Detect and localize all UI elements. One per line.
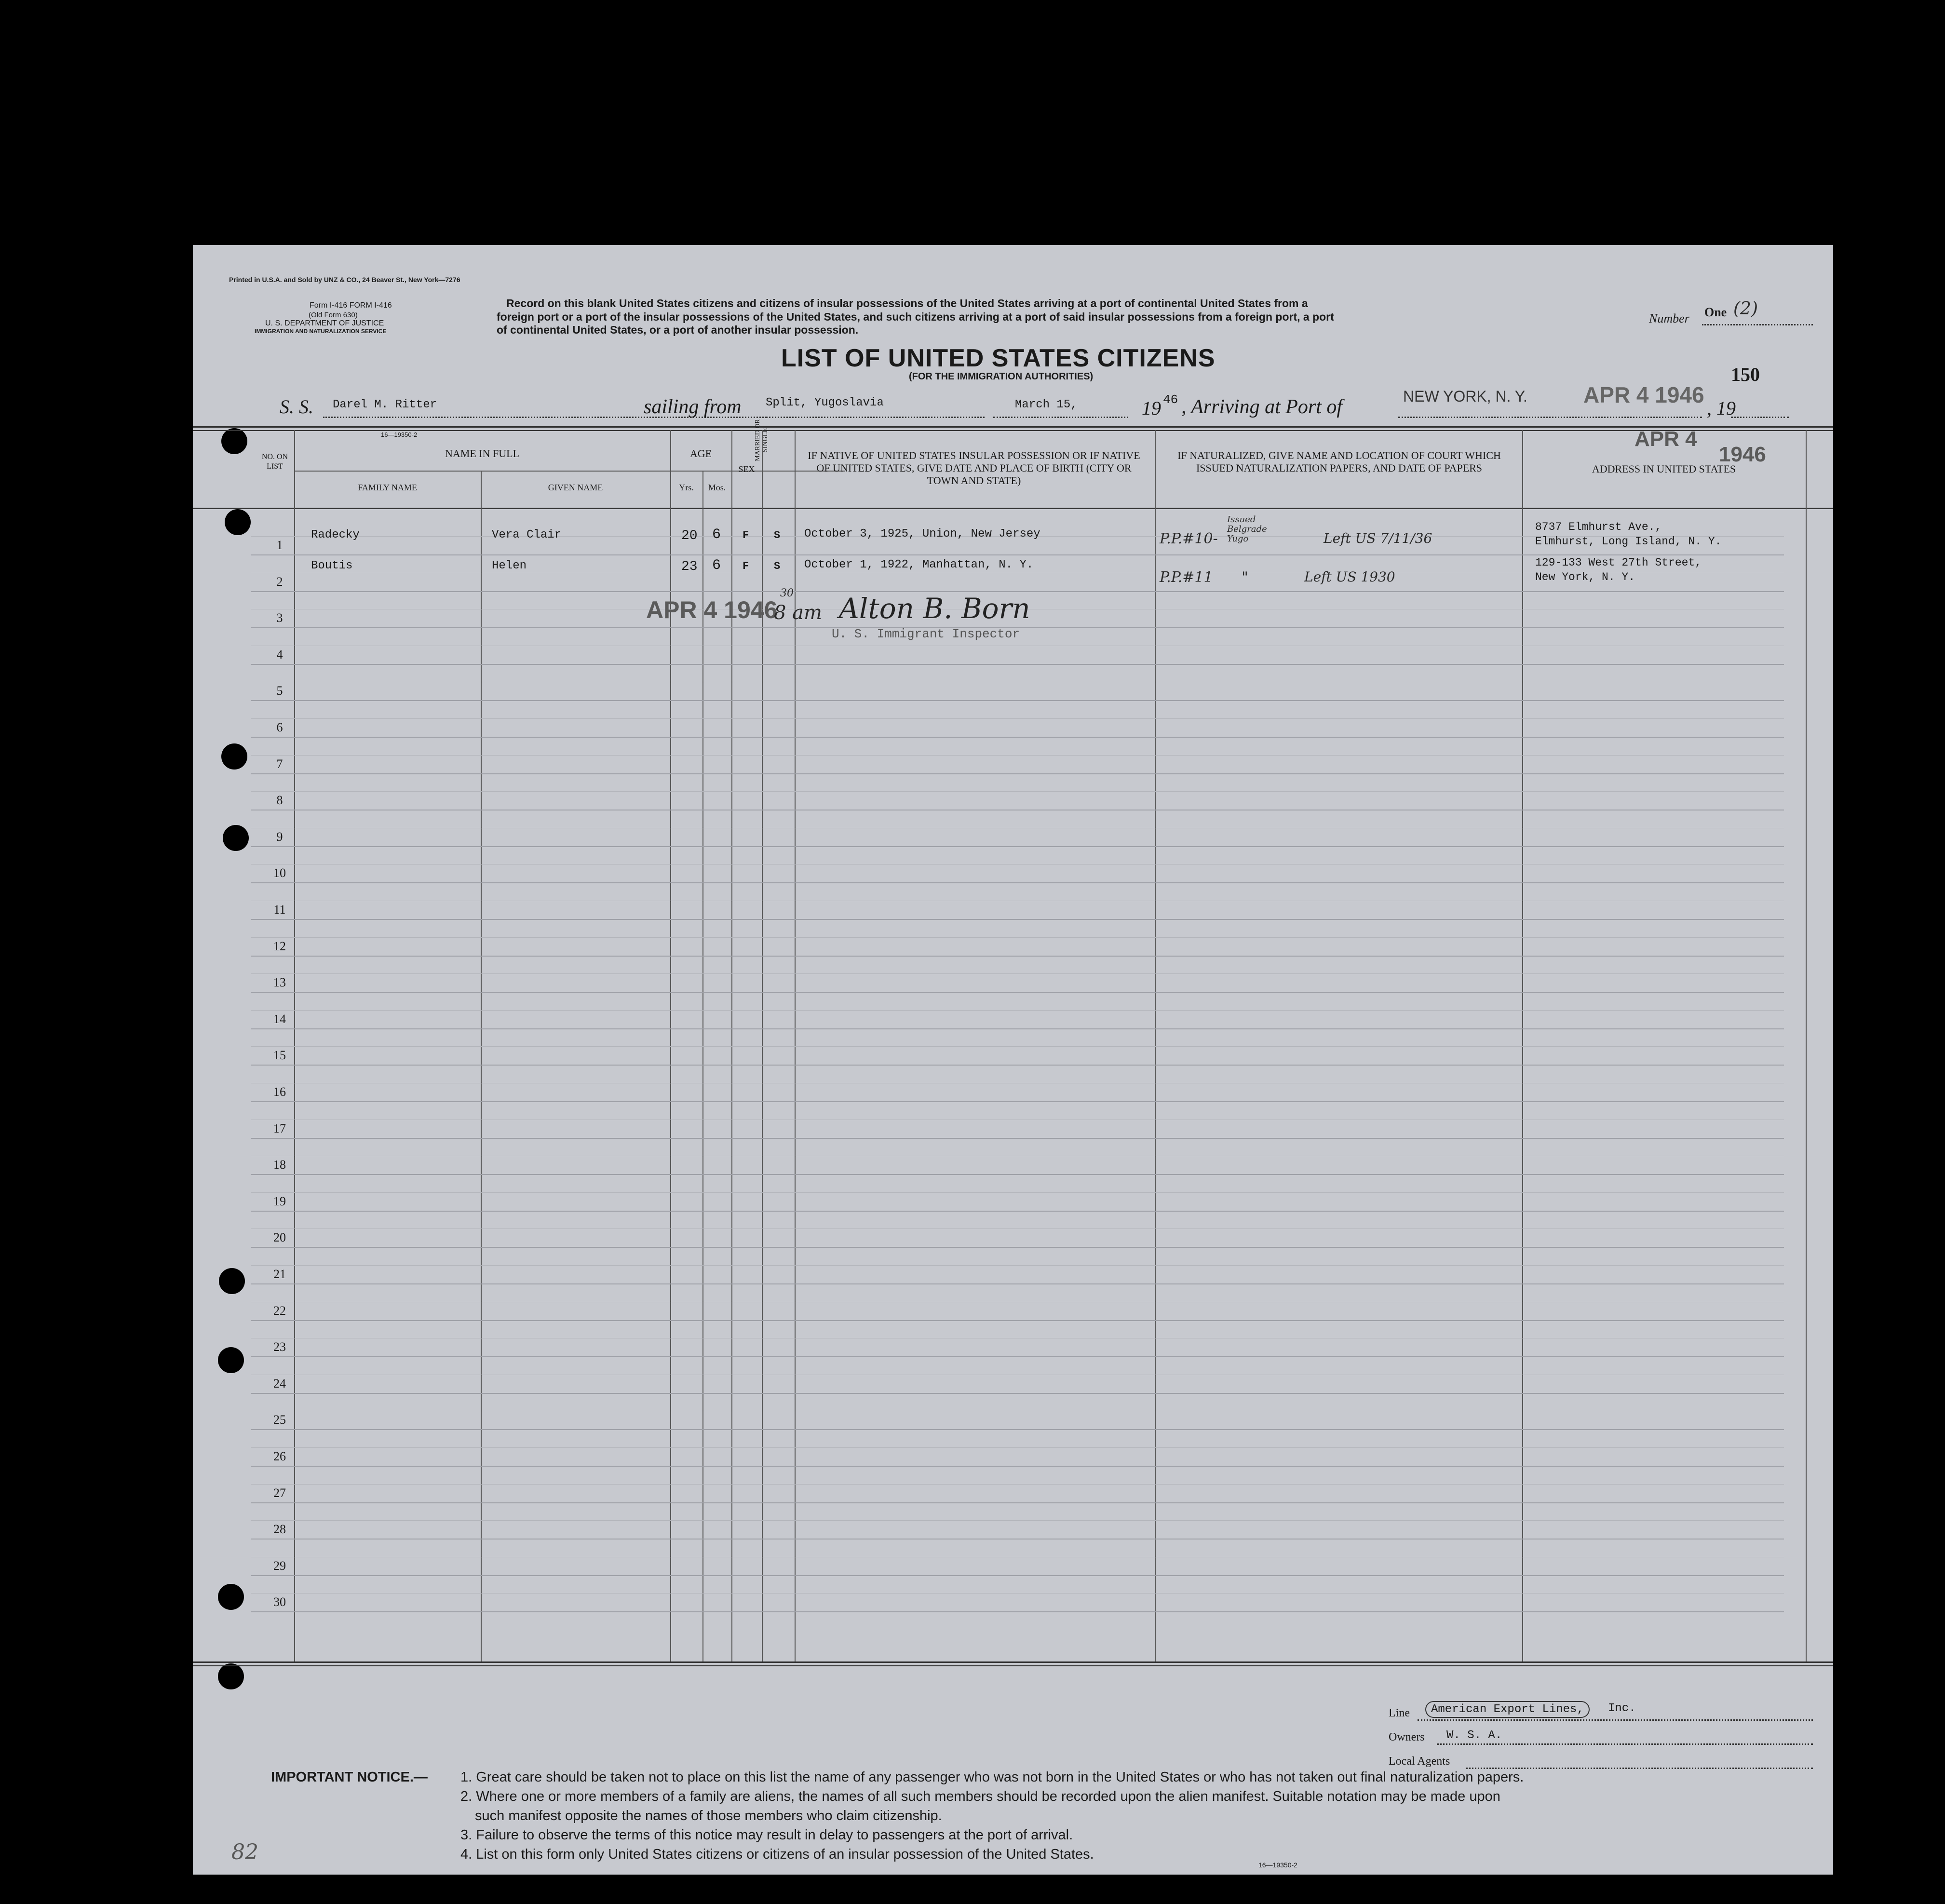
col-header-yrs: Yrs. [679, 483, 694, 492]
port-to: NEW YORK, N. Y. [1403, 388, 1527, 405]
punch-hole [221, 428, 247, 454]
row-rule [251, 1502, 1784, 1503]
form-subtitle: (FOR THE IMMIGRATION AUTHORITIES) [909, 371, 1094, 382]
old-form: (Old Form 630) [309, 311, 358, 319]
row-rule [251, 664, 1784, 665]
given-name: Vera Clair [492, 528, 562, 541]
row-number: 9 [276, 830, 283, 844]
row-rule [251, 1247, 1784, 1248]
row-rule [251, 1466, 1784, 1467]
margin-note: 82 [231, 1840, 258, 1864]
row-number: 16 [273, 1085, 286, 1099]
row-rule [251, 1429, 1784, 1430]
table-top-border [193, 426, 1833, 428]
row-number: 26 [273, 1449, 286, 1463]
row-rule [251, 1028, 1784, 1029]
row-rule [251, 882, 1784, 883]
row-number: 20 [273, 1230, 286, 1244]
year-line [1731, 417, 1789, 418]
port-from-line [763, 417, 985, 418]
birth-info: October 1, 1922, Manhattan, N. Y. [804, 558, 1034, 571]
sailing-date: March 15, [1015, 398, 1078, 411]
col-header-address: ADDRESS IN UNITED STATES [1592, 463, 1736, 475]
arriving-label: , Arriving at Port of [1181, 396, 1343, 418]
row-rule [251, 956, 1784, 957]
notice-title: IMPORTANT NOTICE.— [271, 1769, 428, 1785]
header-bottom-border [193, 508, 1833, 509]
notice-2-cont: such manifest opposite the names of those members who claim citizenship. [475, 1808, 942, 1823]
sex: F [743, 560, 749, 572]
punch-hole [221, 743, 247, 770]
line-value: American Export Lines, [1425, 1701, 1590, 1718]
row-number: 4 [276, 648, 283, 662]
row-rule [251, 919, 1784, 920]
arrival-stamp: APR 4 1946 [1583, 382, 1704, 407]
line-dotline [1418, 1719, 1813, 1721]
date-line [993, 417, 1128, 418]
row-number: 22 [273, 1304, 286, 1318]
line-value-inc: Inc. [1608, 1702, 1636, 1715]
col-header-age: AGE [689, 447, 712, 459]
inspector-title: U. S. Immigrant Inspector [832, 627, 1020, 641]
row-number: 15 [273, 1048, 286, 1062]
department: U. S. DEPARTMENT OF JUSTICE [265, 319, 384, 327]
line-label: Line [1389, 1707, 1410, 1719]
notice-3: 3. Failure to observe the terms of this notice may result in delay to passengers at the port of arrival. [460, 1827, 1073, 1843]
row-rule [251, 992, 1784, 993]
row-rule [251, 846, 1784, 847]
row-rule-minor [251, 755, 1784, 756]
inspector-signature: Alton B. Born [839, 592, 1030, 625]
address-stamp-year: 1946 [1719, 443, 1766, 466]
given-name: Helen [492, 559, 527, 572]
row-number: 3 [276, 611, 283, 625]
table-top-border-2 [193, 430, 1833, 431]
row-rule [251, 737, 1784, 738]
inspection-time-sup: 30 [780, 587, 794, 599]
row-rule [251, 1393, 1784, 1394]
col-divider [481, 471, 482, 1661]
form-code-top: 16—19350-2 [381, 431, 418, 438]
row-number: 27 [273, 1486, 286, 1500]
row-rule-minor [251, 1520, 1784, 1521]
table-bottom-border [193, 1661, 1833, 1663]
marital-status: S [774, 529, 781, 541]
manifest-sheet [193, 245, 1833, 1875]
row-number: 13 [273, 975, 286, 989]
row-number: 21 [273, 1267, 286, 1281]
year-suffix: 46 [1163, 392, 1178, 407]
col-header-naturalized: IF NATURALIZED, GIVE NAME AND LOCATION OF COURT WHICH ISSUED NATURALIZATION PAPERS, AND DATE OF PAPERS [1177, 449, 1501, 474]
row-number: 30 [273, 1595, 286, 1609]
col-divider [1806, 430, 1807, 1661]
row-number: 11 [273, 903, 286, 917]
row-rule [251, 1065, 1784, 1066]
family-name: Boutis [311, 559, 353, 572]
row-rule-minor [251, 791, 1784, 792]
col-header-birth: IF NATIVE OF UNITED STATES INSULAR POSSESSION OR IF NATIVE OF UNITED STATES, GIVE DATE AND PLACE OF BIRTH (CITY OR TOWN AND STATE) [808, 449, 1140, 486]
notice-4: 4. List on this form only United States citizens or citizens of an insular possession of the United States. [460, 1847, 1094, 1862]
row-rule [251, 1138, 1784, 1139]
notice-1: 1. Great care should be taken not to place on this list the name of any passenger who was not born in the United States or who has not taken out final naturalization papers. [460, 1769, 1524, 1785]
address-line-1: 129-133 West 27th Street, [1535, 556, 1702, 569]
age-years: 20 [681, 528, 698, 543]
row-rule-minor [251, 973, 1784, 974]
col-header-mos: Mos. [708, 483, 726, 492]
row-rule [251, 773, 1784, 774]
row-number: 12 [273, 939, 286, 953]
family-name: Radecky [311, 528, 360, 541]
owners-label: Owners [1389, 1731, 1425, 1743]
row-rule [251, 1174, 1784, 1175]
service-name: IMMIGRATION AND NATURALIZATION SERVICE [255, 328, 387, 335]
row-rule-minor [251, 1046, 1784, 1047]
naturalization-issued: Issued Belgrade Yugo [1227, 514, 1267, 544]
col-divider [702, 471, 703, 1661]
naturalization-issued: " [1242, 569, 1248, 586]
col-divider [1522, 430, 1523, 1661]
owners-dotline [1437, 1743, 1813, 1745]
row-number: 18 [273, 1158, 286, 1172]
ss-label: S. S. [280, 396, 313, 418]
punch-hole [218, 1584, 244, 1610]
form-id: Form I-416 FORM I-416 [310, 301, 392, 310]
address-stamp: APR 4 [1634, 427, 1697, 451]
agents-label: Local Agents [1389, 1755, 1450, 1768]
age-months: 6 [712, 527, 721, 543]
row-number: 24 [273, 1377, 286, 1391]
port-to-line [1398, 417, 1702, 418]
naturalization-passport: P.P.#10- [1160, 530, 1218, 547]
row-number: 14 [273, 1012, 286, 1026]
address-line-2: Elmhurst, Long Island, N. Y. [1535, 535, 1722, 548]
row-rule-minor [251, 1447, 1784, 1448]
row-number: 17 [273, 1121, 286, 1135]
marital-status: S [774, 560, 781, 572]
row-rule [251, 1101, 1784, 1102]
number-value: One [1704, 305, 1727, 319]
instructions-line-1: Record on this blank United States citizens and citizens of insular possessions of the United States arriving at a port of continental United States from a [506, 297, 1308, 310]
age-years: 23 [681, 559, 698, 574]
inspection-time: 8 am [774, 602, 822, 624]
table-bottom-border-2 [193, 1665, 1833, 1666]
form-code-bottom: 16—19350-2 [1258, 1861, 1297, 1869]
row-rule [251, 554, 1784, 555]
row-rule-minor [251, 718, 1784, 719]
notice-2: 2. Where one or more members of a family are aliens, the names of all such members should be recorded upon the alien manifest. Suitable notation may be made upon [460, 1789, 1500, 1804]
owners-value: W. S. A. [1446, 1729, 1502, 1742]
row-number: 19 [273, 1194, 286, 1208]
col-header-no: NO. ON LIST [261, 453, 288, 471]
number-label: Number [1649, 311, 1689, 325]
row-rule [251, 1211, 1784, 1212]
col-header-sex: SEX [738, 464, 755, 474]
number-handwritten: (2) [1733, 299, 1758, 319]
sailing-label: sailing from [644, 396, 742, 418]
row-number: 25 [273, 1413, 286, 1427]
row-rule [251, 1611, 1784, 1612]
row-rule [251, 1356, 1784, 1357]
year-prefix: 19 [1142, 397, 1161, 419]
col-header-marital: MARRIED OR SINGLE [754, 419, 769, 461]
inspection-stamp-date: APR 4 1946 [646, 596, 778, 623]
punch-hole [223, 825, 249, 851]
row-rule [251, 1283, 1784, 1284]
row-rule-minor [251, 1265, 1784, 1266]
row-number: 7 [276, 757, 283, 771]
naturalization-passport: P.P.#11 [1160, 569, 1213, 586]
row-number: 1 [276, 538, 283, 552]
row-number: 2 [276, 575, 283, 589]
row-rule-minor [251, 1192, 1784, 1193]
row-number: 6 [276, 720, 283, 734]
instructions-line-3: of continental United States, or a port of another insular possession. [497, 324, 859, 336]
punch-hole [219, 1268, 245, 1294]
number-line [1702, 324, 1813, 325]
port-from: Split, Yugoslavia [766, 396, 884, 409]
form-title: LIST OF UNITED STATES CITIZENS [781, 344, 1216, 372]
row-number: 23 [273, 1340, 286, 1354]
col-header-given: GIVEN NAME [548, 483, 603, 492]
row-number: 5 [276, 684, 283, 698]
row-rule [251, 700, 1784, 701]
naturalization-left: Left US 1930 [1304, 569, 1395, 585]
punch-hole [218, 1347, 244, 1373]
naturalization-left: Left US 7/11/36 [1324, 530, 1432, 546]
col-header-name: NAME IN FULL [445, 447, 519, 459]
row-number: 29 [273, 1559, 286, 1573]
printer-line: Printed in U.S.A. and Sold by UNZ & CO., 24 Beaver St., New York—7276 [229, 276, 460, 284]
row-rule-minor [251, 1484, 1784, 1485]
year-label: , 19 [1707, 397, 1736, 419]
sex: F [743, 529, 749, 541]
row-rule [251, 1320, 1784, 1321]
page-number: 150 [1731, 364, 1760, 385]
punch-hole [225, 509, 251, 535]
address-line-2: New York, N. Y. [1535, 571, 1635, 583]
row-rule-minor [251, 937, 1784, 938]
address-line-1: 8737 Elmhurst Ave., [1535, 521, 1662, 533]
birth-info: October 3, 1925, Union, New Jersey [804, 527, 1040, 540]
row-number: 8 [276, 793, 283, 807]
col-header-family: FAMILY NAME [358, 483, 417, 492]
ship-name: Darel M. Ritter [333, 398, 437, 411]
age-months: 6 [712, 557, 721, 574]
row-rule-minor [251, 1010, 1784, 1011]
instructions-line-2: foreign port or a port of the insular possessions of the United States, and such citizens arriving at a port of said insular possessions from a foreign port, a port [497, 311, 1334, 323]
col-divider [1155, 430, 1156, 1661]
row-rule [251, 1575, 1784, 1576]
punch-hole [218, 1663, 244, 1689]
row-number: 10 [273, 866, 286, 880]
row-number: 28 [273, 1522, 286, 1536]
